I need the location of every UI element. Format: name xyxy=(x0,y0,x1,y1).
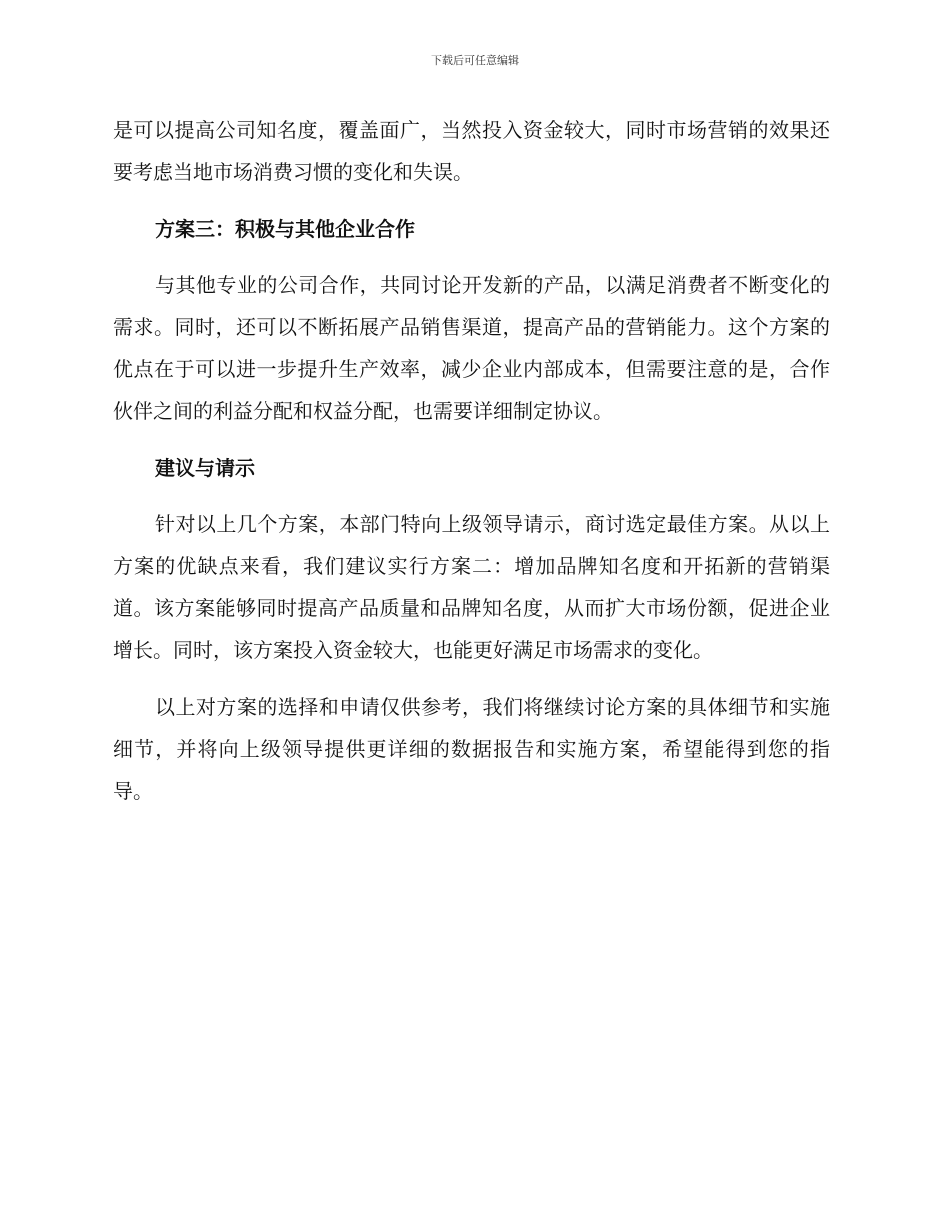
page-header: 下载后可任意编辑 xyxy=(431,54,519,67)
heading-plan-three: 方案三：积极与其他企业合作 xyxy=(155,217,415,241)
paragraph-intro: 是可以提高公司知名度，覆盖面广，当然投入资金较大，同时市场营销的效果还要考虑当地市场消费习惯的变化和失误。 xyxy=(113,118,830,184)
heading-suggestion: 建议与请示 xyxy=(155,456,255,480)
paragraph-closing: 以上对方案的选择和申请仅供参考，我们将继续讨论方案的具体细节和实施细节，并将向上级领导提供更详细的数据报告和实施方案，希望能得到您的指导。 xyxy=(113,695,830,803)
document-body xyxy=(113,109,830,827)
paragraph-suggestion: 针对以上几个方案，本部门特向上级领导请示，商讨选定最佳方案。从以上方案的优缺点来看，我们建议实行方案二：增加品牌知名度和开拓新的营销渠道。该方案能够同时提高产品质量和品牌知名度，从而扩大市场份额，促进企业增长。同时，该方案投入资金较大，也能更好满足市场需求的变化。 xyxy=(113,512,830,662)
paragraph-plan-three: 与其他专业的公司合作，共同讨论开发新的产品，以满足消费者不断变化的需求。同时，还可以不断拓展产品销售渠道，提高产品的营销能力。这个方案的优点在于可以进一步提升生产效率，减少企业内部成本，但需要注意的是，合作伙伴之间的利益分配和权益分配，也需要详细制定协议。 xyxy=(113,273,830,423)
